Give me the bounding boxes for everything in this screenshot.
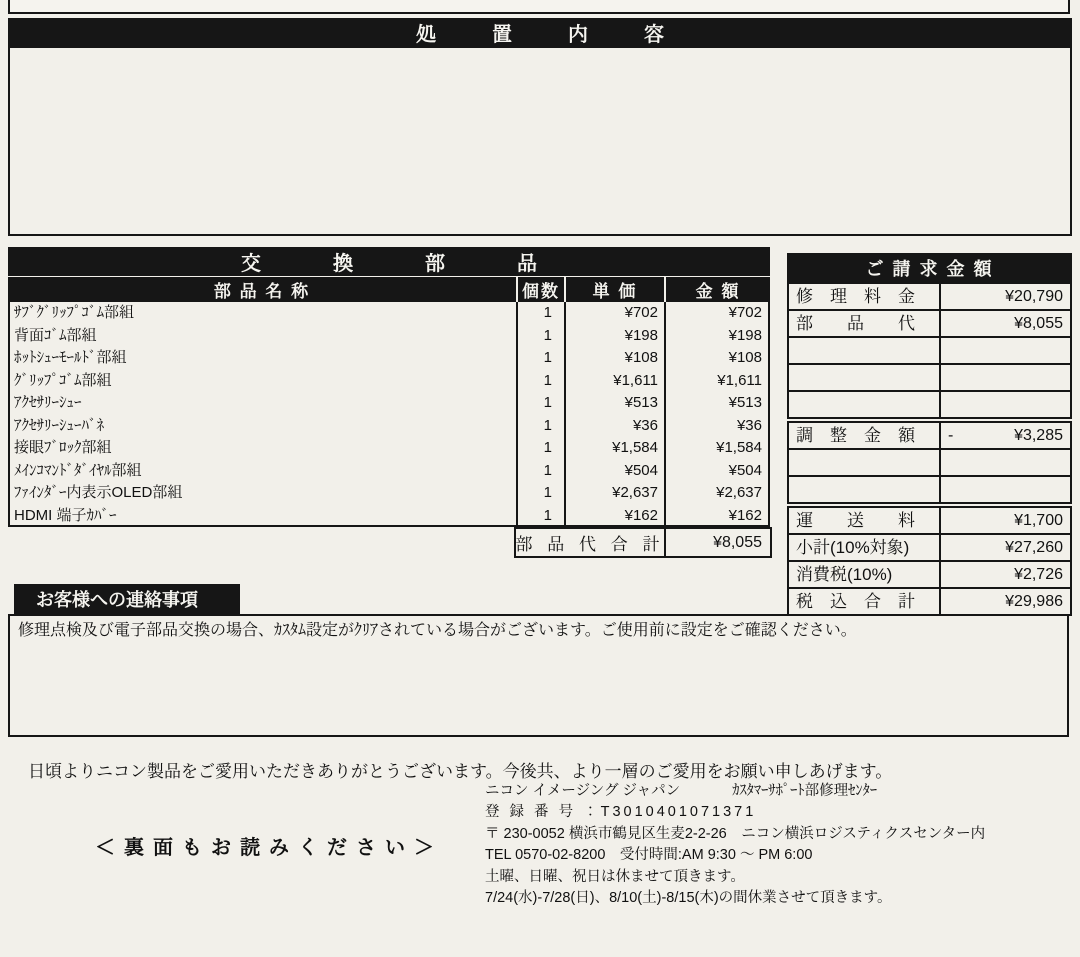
- part-amount-cell: ¥1,611: [664, 370, 770, 393]
- billing-row: [787, 421, 1072, 450]
- part-name-cell: ﾒｲﾝｺﾏﾝﾄﾞﾀﾞｲﾔﾙ部組: [14, 461, 142, 479]
- service-center-info: [485, 781, 1070, 909]
- part-name-cell: 背面ｺﾞﾑ部組: [14, 326, 97, 344]
- part-amount-cell: ¥1,584: [664, 437, 770, 460]
- col-header-part-name: 部 品 名 称: [213, 282, 311, 301]
- parts-table-row: [10, 437, 768, 460]
- address-line: 〒 230-0052 横浜市鶴見区生麦2-2-26 ニコン横浜ロジスティクスセンター内: [485, 825, 986, 842]
- parts-table-row: [10, 415, 768, 438]
- billing-row-label: 部 品 代: [789, 311, 941, 336]
- part-unit-price-cell: ¥513: [564, 392, 664, 415]
- part-amount-cell: ¥504: [664, 460, 770, 483]
- part-name-cell: ｸﾞﾘｯﾌﾟｺﾞﾑ部組: [14, 371, 112, 389]
- billing-amount: ¥3,285: [1014, 427, 1063, 444]
- treatment-details-box: [8, 46, 1072, 236]
- billing-row-value: [941, 450, 1070, 475]
- part-amount-cell: ¥513: [664, 392, 770, 415]
- parts-total-value: ¥8,055: [713, 533, 762, 551]
- billing-row-label: [789, 392, 941, 417]
- billing-amount: ¥29,986: [1005, 593, 1063, 610]
- part-qty-cell: 1: [516, 392, 564, 415]
- billing-row-label: 調 整 金 額: [789, 423, 941, 448]
- part-amount-cell: ¥162: [664, 505, 770, 528]
- billing-row-value: [941, 365, 1070, 390]
- billing-table: [787, 282, 1072, 616]
- top-cutoff-box: [8, 0, 1070, 14]
- billing-title: ご 請 求 金 額: [865, 258, 994, 279]
- part-name-cell: ﾎｯﾄｼｭｰﾓｰﾙﾄﾞ部組: [14, 349, 127, 366]
- billing-amount: ¥1,700: [1014, 512, 1063, 529]
- part-unit-price-cell: ¥1,611: [564, 370, 664, 393]
- part-name-cell: ｱｸｾｻﾘｰｼｭｰ: [14, 394, 82, 411]
- closed-days-line: 土曜、日曜、祝日は休ませて頂きます。: [485, 868, 745, 885]
- parts-total-label: 部 品 代 合 計: [516, 529, 666, 556]
- holiday-notice-line: 7/24(水)-7/28(日)、8/10(土)-8/15(木)の間休業させて頂きます。: [485, 890, 892, 907]
- see-back-note: ＜裏面もお読みください＞: [95, 837, 443, 859]
- billing-row-label: [789, 338, 941, 363]
- billing-row-label: 小計(10%対象): [789, 535, 941, 560]
- billing-minus-sign: -: [948, 427, 954, 444]
- parts-table-row: [10, 347, 768, 370]
- part-unit-price-cell: ¥702: [564, 302, 664, 325]
- col-header-amount: 金 額: [664, 277, 770, 302]
- billing-row: [787, 587, 1072, 616]
- part-unit-price-cell: ¥36: [564, 415, 664, 438]
- billing-row: [787, 363, 1072, 392]
- billing-row-value: [941, 423, 1070, 448]
- billing-row-label: 運 送 料: [789, 508, 941, 533]
- parts-table-row: [10, 505, 768, 528]
- part-qty-cell: 1: [516, 347, 564, 370]
- part-name-cell: ｱｸｾｻﾘｰｼｭｰﾊﾞﾈ: [14, 416, 105, 434]
- notice-section-header: [14, 584, 240, 614]
- billing-row-label: 消費税(10%): [789, 562, 941, 587]
- notice-box: [8, 614, 1069, 737]
- billing-row: [787, 506, 1072, 535]
- billing-row-value: [941, 284, 1070, 309]
- billing-row-value: [941, 589, 1070, 614]
- parts-column-header: [8, 277, 770, 302]
- parts-table-row: [10, 482, 768, 505]
- part-unit-price-cell: ¥1,584: [564, 437, 664, 460]
- billing-section-header: [787, 253, 1072, 282]
- part-name-cell: HDMI 端子ｶﾊﾞｰ: [14, 506, 117, 524]
- part-qty-cell: 1: [516, 437, 564, 460]
- part-name-cell: 接眼ﾌﾞﾛｯｸ部組: [14, 439, 112, 456]
- billing-row: [787, 336, 1072, 365]
- part-unit-price-cell: ¥504: [564, 460, 664, 483]
- billing-row-label: [789, 365, 941, 390]
- billing-row-label: 修 理 料 金: [789, 284, 941, 309]
- billing-amount: ¥2,726: [1014, 566, 1063, 583]
- billing-row-value: [941, 477, 1070, 502]
- parts-table-row: [10, 460, 768, 483]
- part-unit-price-cell: ¥162: [564, 505, 664, 528]
- department-name: ｶｽﾀﾏｰｻﾎﾟｰﾄ部修理ｾﾝﾀｰ: [732, 783, 878, 799]
- billing-row: [787, 309, 1072, 338]
- part-unit-price-cell: ¥2,637: [564, 482, 664, 505]
- part-amount-cell: ¥2,637: [664, 482, 770, 505]
- part-qty-cell: 1: [516, 482, 564, 505]
- billing-row: [787, 390, 1072, 419]
- billing-row-label: [789, 450, 941, 475]
- part-amount-cell: ¥36: [664, 415, 770, 438]
- registration-number: 登 録 番 号 ：T3010401071371: [485, 804, 757, 821]
- company-line: [485, 781, 1070, 802]
- billing-row-label: [789, 477, 941, 502]
- billing-row: [787, 475, 1072, 504]
- treatment-section-header: [8, 18, 1072, 46]
- parts-table-row: [10, 302, 768, 325]
- treatment-title: 処 置 内 容: [416, 23, 682, 46]
- billing-row: [787, 560, 1072, 589]
- part-qty-cell: 1: [516, 370, 564, 393]
- part-qty-cell: 1: [516, 325, 564, 348]
- billing-row: [787, 448, 1072, 477]
- parts-total-row: [514, 527, 772, 558]
- part-qty-cell: 1: [516, 505, 564, 528]
- notice-body: 修理点検及び電子部品交換の場合、ｶｽﾀﾑ設定がｸﾘｱされている場合がございます。ご使用前に設定をご確認ください。: [18, 622, 857, 639]
- parts-table-row: [10, 392, 768, 415]
- billing-row-value: [941, 338, 1070, 363]
- billing-row: [787, 533, 1072, 562]
- billing-amount: ¥8,055: [1014, 315, 1063, 332]
- billing-row-label: 税 込 合 計: [789, 589, 941, 614]
- billing-row: [787, 282, 1072, 311]
- part-amount-cell: ¥198: [664, 325, 770, 348]
- part-qty-cell: 1: [516, 415, 564, 438]
- billing-amount: ¥20,790: [1005, 288, 1063, 305]
- part-unit-price-cell: ¥108: [564, 347, 664, 370]
- part-amount-cell: ¥108: [664, 347, 770, 370]
- billing-row-value: [941, 508, 1070, 533]
- billing-row-value: [941, 535, 1070, 560]
- parts-table-row: [10, 325, 768, 348]
- thanks-message: 日頃よりニコン製品をご愛用いただきありがとうございます。今後共、より一層のご愛用をお願い申しあげます。: [28, 762, 893, 781]
- notice-title: お客様への連絡事項: [36, 590, 198, 610]
- part-name-cell: ﾌｧｲﾝﾀﾞｰ内表示OLED部組: [14, 484, 183, 501]
- billing-row-value: [941, 392, 1070, 417]
- part-qty-cell: 1: [516, 460, 564, 483]
- col-header-qty: 個数: [516, 277, 564, 302]
- part-qty-cell: 1: [516, 302, 564, 325]
- part-amount-cell: ¥702: [664, 302, 770, 325]
- col-header-unit-price: 単 価: [564, 277, 664, 302]
- tel-line: TEL 0570-02-8200 受付時間:AM 9:30 ～ PM 6:00: [485, 847, 813, 864]
- billing-row-value: [941, 311, 1070, 336]
- company-name: ニコン イメージング ジャパン: [485, 783, 681, 799]
- billing-amount: ¥27,260: [1005, 539, 1063, 556]
- parts-section-header: [8, 247, 770, 276]
- parts-table-row: [10, 370, 768, 393]
- billing-row-value: [941, 562, 1070, 587]
- parts-title: 交 換 部 品: [241, 253, 563, 275]
- part-unit-price-cell: ¥198: [564, 325, 664, 348]
- part-name-cell: ｻﾌﾞｸﾞﾘｯﾌﾟｺﾞﾑ部組: [14, 304, 135, 321]
- parts-table-body: [8, 302, 770, 527]
